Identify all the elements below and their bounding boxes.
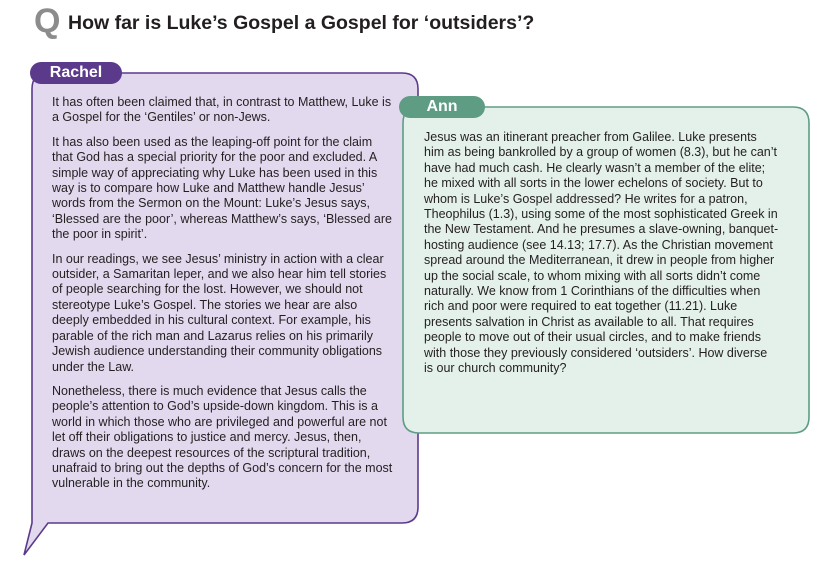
ann-paragraph: Jesus was an itinerant preacher from Galilee. Luke presents him as being bankrolled by a group of women (8.3), but he can’t have had much cash. He clearly wasn’t a member of the elite; he mixed with all sorts in the lower echelons of society. But to whom is Luke’s Gospel addressed? He writes for a patron, Theophilus (1.3), using some of the most sophisticated Greek in the New Testament. And he presumes a slave-owning, banquet-hosting audience (see 14.13; 17.7). As the Christian movement spread around the Mediterranean, it drew in people from higher up the social scale, to whom mixing with all sorts didn’t come naturally. We know from 1 Corinthians of the difficulties when rich and poor were required to eat together (11.21). Luke presents salvation in Christ as available to all. That requires people to move out of their usual circles, and to make friends with those they previously considered ‘outsiders’. How diverse is our church community? <box>424 130 779 376</box>
rachel-paragraph: In our readings, we see Jesus’ ministry in action with a clear outsider, a Samaritan leper, and we also hear him tell stories of people searching for the lost. However, we should not stereotype Luke’s Gospel. The stories we hear are also deeply embedded in his cultural context. For example, his parable of the rich man and Lazarus relies on his primarily Jewish audience understanding their community obligations under the Law. <box>52 251 387 374</box>
rachel-text <box>52 95 394 501</box>
rachel-paragraph: It has also been used as the leaping-off point for the claim that God has a special priority for the poor and excluded. A simple way of appreciating why Luke has been used in this way is to compare how Luke and Matthew handle Jesus’ words from the Sermon on the Mount: Luke’s Jesus says, ‘Blessed are the poor’, whereas Matthew’s says, ‘Blessed are the poor in spirit’. <box>52 134 392 242</box>
rachel-paragraph: Nonetheless, there is much evidence that Jesus calls the people’s attention to God’s upside-down kingdom. This is a world in which those who are privileged and powerful are not let off their obligations to justice and mercy. Jesus, then, draws on the deepest resources of the scriptural tradition, unafraid to bring out the depths of God’s concern for the most vulnerable in the community. <box>52 383 393 491</box>
rachel-paragraph: It has often been claimed that, in contrast to Matthew, Luke is a Gospel for the ‘Gentiles’ or non-Jews. <box>52 95 392 125</box>
ann-text <box>424 130 779 386</box>
rachel-name-tag: Rachel <box>30 62 122 84</box>
question-letter: Q <box>34 2 61 40</box>
ann-name-tag: Ann <box>399 96 485 118</box>
question-title: How far is Luke’s Gospel a Gospel for ‘outsiders’? <box>68 12 535 34</box>
